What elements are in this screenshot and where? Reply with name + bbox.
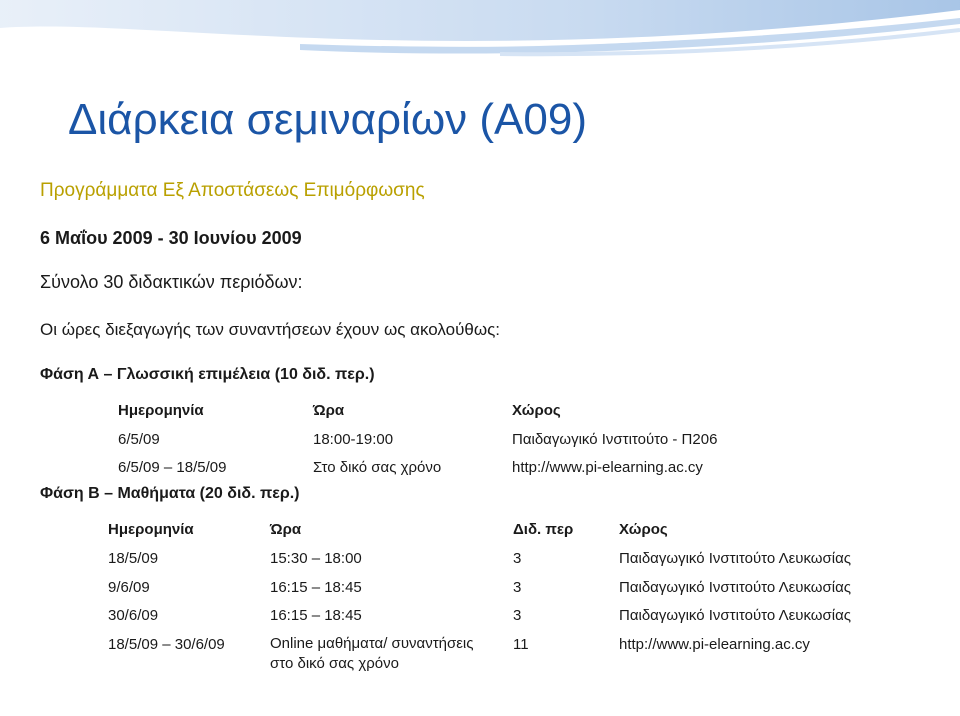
- phase-b-row-3-time: 16:15 – 18:45: [270, 607, 362, 624]
- hours-intro: Οι ώρες διεξαγωγής των συναντήσεων έχουν ως ακολούθως:: [40, 320, 501, 339]
- phase-a-header-time: Ώρα: [313, 402, 345, 419]
- phase-a-row-1-place: Παιδαγωγικό Ινστιτούτο - Π206: [512, 431, 718, 448]
- phase-a-row-2-link[interactable]: http://www.pi-elearning.ac.cy: [512, 459, 703, 476]
- phase-b-title: Φάση Β – Μαθήματα (20 διδ. περ.): [40, 485, 300, 502]
- phase-b-row-2-periods: 3: [513, 579, 522, 596]
- phase-b-row-3-date: 30/6/09: [108, 607, 159, 624]
- phase-a-title: Φάση Α – Γλωσσική επιμέλεια (10 διδ. περ.): [40, 366, 375, 383]
- phase-b-row-1-time: 15:30 – 18:00: [270, 550, 362, 567]
- phase-b-row-4-link[interactable]: http://www.pi-elearning.ac.cy: [619, 636, 810, 653]
- phase-a-header-date: Ημερομηνία: [118, 402, 204, 419]
- phase-b-row-2-place: Παιδαγωγικό Ινστιτούτο Λευκωσίας: [619, 579, 851, 596]
- phase-b-row-2-time: 16:15 – 18:45: [270, 579, 362, 596]
- phase-b-header-periods: Διδ. περ: [513, 521, 574, 538]
- subtitle: Προγράμματα Εξ Αποστάσεως Επιμόρφωσης: [40, 180, 425, 201]
- page-title: Διάρκεια σεμιναρίων (Α09): [68, 95, 587, 144]
- phase-b-header-date: Ημερομηνία: [108, 521, 194, 538]
- phase-b-row-1-date: 18/5/09: [108, 550, 159, 567]
- phase-b-row-3-place: Παιδαγωγικό Ινστιτούτο Λευκωσίας: [619, 607, 851, 624]
- phase-b-row-4-date: 18/5/09 – 30/6/09: [108, 636, 225, 653]
- phase-b-row-3-periods: 3: [513, 607, 522, 624]
- phase-a-row-1-date: 6/5/09: [118, 431, 160, 448]
- phase-b-row-2-date: 9/6/09: [108, 579, 150, 596]
- phase-a-row-2-time: Στο δικό σας χρόνο: [313, 459, 442, 476]
- header-wave-decoration: [0, 0, 960, 80]
- phase-b-row-4-time: Online μαθήματα/ συναντήσεις στο δικό σας χρόνο: [270, 635, 474, 672]
- phase-b-row-1-place: Παιδαγωγικό Ινστιτούτο Λευκωσίας: [619, 550, 851, 567]
- total-periods: Σύνολο 30 διδακτικών περιόδων:: [40, 272, 303, 292]
- date-range: 6 Μαΐου 2009 - 30 Ιουνίου 2009: [40, 228, 302, 248]
- phase-b-header-place: Χώρος: [619, 521, 668, 538]
- phase-a-row-1-time: 18:00-19:00: [313, 431, 394, 448]
- phase-a-row-2-date: 6/5/09 – 18/5/09: [118, 459, 227, 476]
- phase-a-header-place: Χώρος: [512, 402, 561, 419]
- phase-b-row-1-periods: 3: [513, 550, 522, 567]
- phase-b-header-time: Ώρα: [270, 521, 302, 538]
- phase-b-row-4-periods: 11: [513, 636, 529, 653]
